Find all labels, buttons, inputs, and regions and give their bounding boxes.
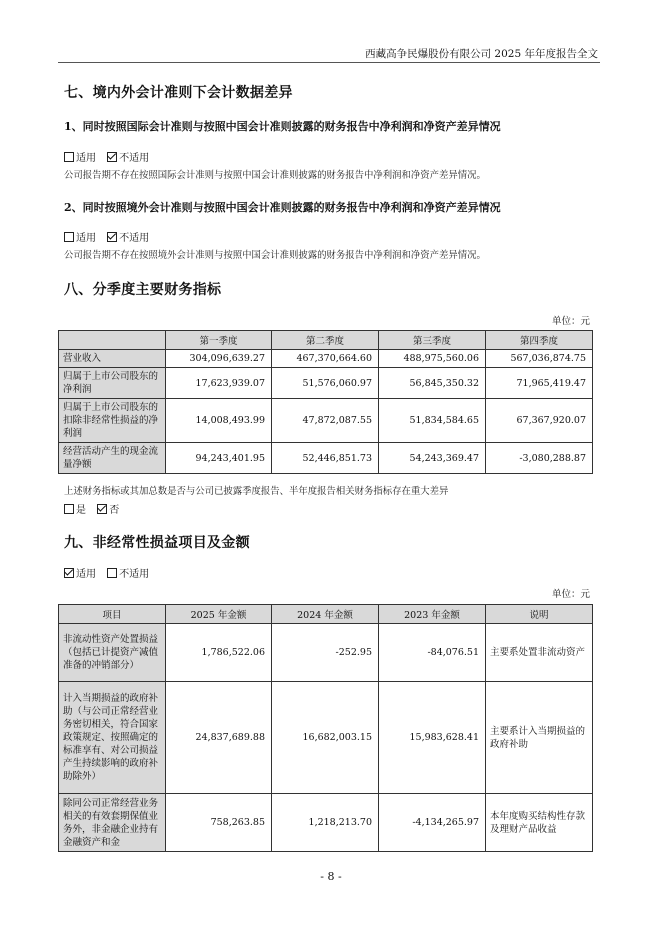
- value-cell: 51,576,060.97: [272, 368, 379, 399]
- value-cell: 47,872,087.55: [272, 399, 379, 443]
- checkbox-no-checked[interactable]: [97, 504, 107, 514]
- checkbox-yes-unchecked[interactable]: [64, 504, 74, 514]
- header-cell: [59, 331, 166, 350]
- row-label: 经营活动产生的现金流量净额: [59, 443, 166, 474]
- section7-1-checkboxes: [64, 149, 149, 164]
- header-cell: 项目: [59, 605, 166, 624]
- item-label: 计入当期损益的政府补助（与公司正常经营业务密切相关，符合国家政策规定、按照确定的标准享有、对公司损益产生持续影响的政府补助除外）: [59, 682, 166, 794]
- item-label: 除同公司正常经营业务相关的有效套期保值业务外，非金融企业持有金融资产和金: [59, 794, 166, 852]
- header-cell: 第一季度: [166, 331, 272, 350]
- section8-unit: 单位：元: [551, 316, 590, 327]
- section7-title: 七、境内外会计准则下会计数据差异: [64, 85, 293, 101]
- section7-2-title: 2、同时按照境外会计准则与按照中国会计准则披露的财务报告中净利润和净资产差异情况: [64, 201, 501, 214]
- header-cell: 第二季度: [272, 331, 379, 350]
- table-row: [59, 443, 593, 474]
- yes-label: 是: [76, 505, 86, 516]
- value-cell: 24,837,689.88: [166, 682, 272, 794]
- header-cell: 说明: [486, 605, 593, 624]
- value-cell: -4,134,265.97: [379, 794, 486, 852]
- note-cell: 主要系计入当期损益的政府补助: [486, 682, 593, 794]
- section7-1-text: 公司报告期不存在按照国际会计准则与按照中国会计准则披露的财务报告中净利润和净资产差异情况。: [64, 170, 486, 181]
- value-cell: 56,845,350.32: [379, 368, 486, 399]
- table-row: [59, 399, 593, 443]
- value-cell: 52,446,851.73: [272, 443, 379, 474]
- header-cell: 第四季度: [486, 331, 593, 350]
- value-cell: -252.95: [272, 624, 379, 682]
- table-row: [59, 624, 593, 682]
- page-number: - 8 -: [320, 870, 342, 883]
- value-cell: 1,218,213.70: [272, 794, 379, 852]
- section7-2-text: 公司报告期不存在按照境外会计准则与按照中国会计准则披露的财务报告中净利润和净资产差异情况。: [64, 250, 486, 261]
- section9-title: 九、非经常性损益项目及金额: [64, 535, 250, 551]
- not-applicable-label: 不适用: [119, 569, 150, 580]
- header-title: 西藏高争民爆股份有限公司 2025 年年度报告全文: [365, 48, 598, 60]
- header-rule: [58, 62, 600, 63]
- header-cell: 第三季度: [379, 331, 486, 350]
- applicable-label: 适用: [76, 233, 96, 244]
- table-header-row: [59, 605, 593, 624]
- nonrecurring-table: [58, 604, 593, 852]
- not-applicable-label: 不适用: [119, 233, 150, 244]
- value-cell: 67,367,920.07: [486, 399, 593, 443]
- value-cell: -84,076.51: [379, 624, 486, 682]
- header-cell: 2023 年金额: [379, 605, 486, 624]
- value-cell: 758,263.85: [166, 794, 272, 852]
- checkbox-applicable-unchecked[interactable]: [64, 232, 74, 242]
- section7-2-checkboxes: [64, 229, 149, 244]
- table-row: [59, 794, 593, 852]
- value-cell: 488,975,560.06: [379, 350, 486, 368]
- checkbox-applicable-unchecked[interactable]: [64, 152, 74, 162]
- applicable-label: 适用: [76, 569, 96, 580]
- checkbox-not-applicable-checked[interactable]: [107, 232, 117, 242]
- value-cell: 51,834,584.65: [379, 399, 486, 443]
- section7-1-title: 1、同时按照国际会计准则与按照中国会计准则披露的财务报告中净利润和净资产差异情况: [64, 120, 501, 133]
- value-cell: 467,370,664.60: [272, 350, 379, 368]
- section8-checkboxes: [64, 501, 119, 516]
- row-label: 归属于上市公司股东的扣除非经常性损益的净利润: [59, 399, 166, 443]
- value-cell: 94,243,401.95: [166, 443, 272, 474]
- item-label: 非流动性资产处置损益（包括已计提资产减值准备的冲销部分）: [59, 624, 166, 682]
- value-cell: 16,682,003.15: [272, 682, 379, 794]
- value-cell: 304,096,639.27: [166, 350, 272, 368]
- value-cell: 1,786,522.06: [166, 624, 272, 682]
- not-applicable-label: 不适用: [119, 153, 150, 164]
- note-cell: 主要系处置非流动资产: [486, 624, 593, 682]
- value-cell: 54,243,369.47: [379, 443, 486, 474]
- section9-unit: 单位：元: [551, 589, 590, 600]
- table-row: [59, 682, 593, 794]
- value-cell: 15,983,628.41: [379, 682, 486, 794]
- value-cell: 17,623,939.07: [166, 368, 272, 399]
- section9-checkboxes: [64, 565, 149, 580]
- value-cell: 14,008,493.99: [166, 399, 272, 443]
- header-cell: 2025 年金额: [166, 605, 272, 624]
- note-cell: 本年度购买结构性存款及理财产品收益: [486, 794, 593, 852]
- section8-title: 八、分季度主要财务指标: [64, 282, 222, 298]
- table-row: [59, 350, 593, 368]
- value-cell: 71,965,419.47: [486, 368, 593, 399]
- table-header-row: [59, 331, 593, 350]
- applicable-label: 适用: [76, 153, 96, 164]
- header-cell: 2024 年金额: [272, 605, 379, 624]
- no-label: 否: [109, 505, 120, 516]
- row-label: 归属于上市公司股东的净利润: [59, 368, 166, 399]
- value-cell: 567,036,874.75: [486, 350, 593, 368]
- checkbox-applicable-checked[interactable]: [64, 568, 74, 578]
- section8-note: 上述财务指标或其加总数是否与公司已披露季度报告、半年度报告相关财务指标存在重大差异: [64, 486, 449, 497]
- row-label: 营业收入: [59, 350, 166, 368]
- value-cell: -3,080,288.87: [486, 443, 593, 474]
- table-row: [59, 368, 593, 399]
- checkbox-not-applicable-checked[interactable]: [107, 152, 117, 162]
- checkbox-not-applicable-unchecked[interactable]: [107, 568, 117, 578]
- page-header: [0, 0, 662, 66]
- quarterly-table: [58, 330, 593, 474]
